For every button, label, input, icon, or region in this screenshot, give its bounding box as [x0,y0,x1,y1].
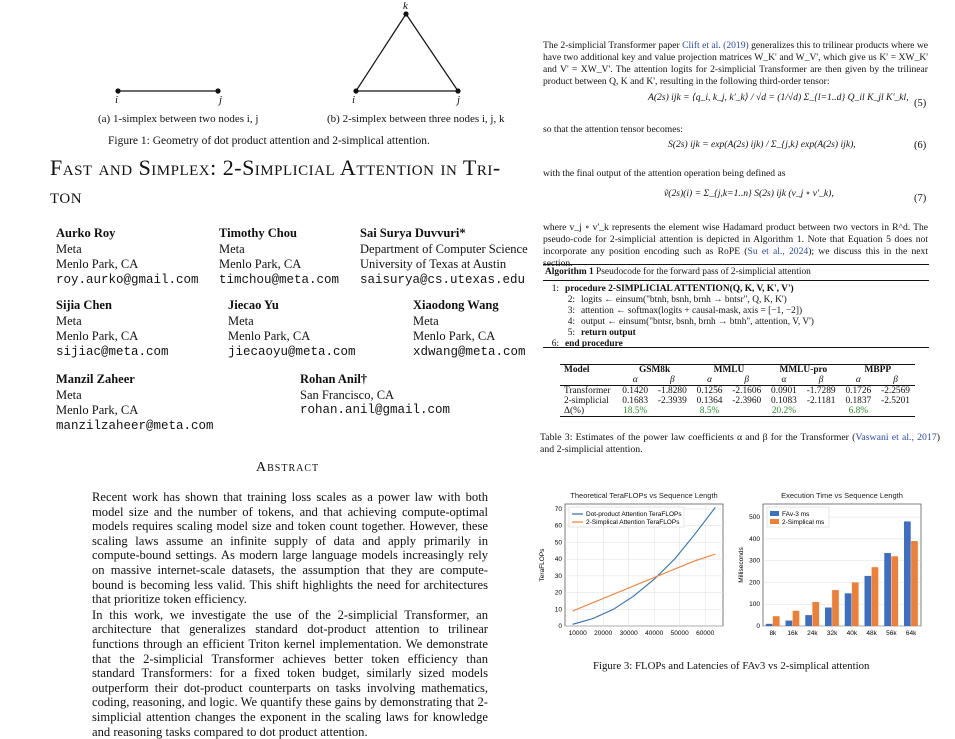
y-tick-label: 30 [555,573,563,580]
label-i: i [352,94,355,106]
bar-simplical [793,611,800,626]
figure-1 [80,0,510,150]
author-affiliation: Meta [56,242,199,258]
x-tick-label: 56k [886,630,897,637]
x-tick-label: 8k [769,630,777,637]
algorithm-line: 5: return output [543,328,929,339]
author-location: University of Texas at Austin [360,257,528,273]
sub-header: β [802,375,841,386]
y-tick-label: 20 [555,590,563,597]
x-tick-label: 30000 [620,630,638,637]
subcaption-a: (a) 1-simplex between two nodes i, j [98,113,258,125]
algorithm-line: 1: procedure 2-SIMPLICIAL ATTENTION(Q, K, V, K', V') [543,284,929,295]
y-tick-label: 100 [749,601,760,608]
y-tick-label: 10 [555,606,563,613]
author-card [56,298,169,360]
author-name: Timothy Chou [219,226,339,242]
y-tick-label: 400 [749,536,760,543]
sub-header: α [617,375,653,386]
table-header-row [560,365,915,376]
sub-header: α [841,375,877,386]
teraflops-line-chart [535,488,730,646]
author-name: Rohan Anil† [300,372,450,388]
equation-5-body: A(2s) ijk = ⟨q_i, k_j, k'_k⟩ / √d = (1/√d) Σ_{l=1..d} Q_il K_jl K'_kl, [648,92,909,103]
y-tick-label: 0 [558,623,562,630]
author-affiliation: Meta [413,314,526,330]
algorithm-line: 2: logits ← einsum("btnh, bsnh, brnh → bntsr", Q, K, K') [543,295,929,306]
bar-fav3 [845,593,852,626]
author-card [228,298,356,360]
node-k [403,11,408,16]
abstract-body [92,490,488,739]
subcaption-b: (b) 2-simplex between three nodes i, j, k [327,113,504,125]
bar-simplical [911,541,918,626]
author-card [360,226,528,288]
algorithm-line: 4: output ← einsum("bntsr, bsnh, brnh → btnh", attention, V, V') [543,317,929,328]
edge-kj [406,14,458,91]
bar-fav3 [865,576,872,626]
equation-5 [648,92,933,103]
execution-time-bar-chart [735,488,925,646]
author-name: Aurko Roy [56,226,199,242]
citation-clift[interactable]: Clift et al. (2019) [682,40,749,51]
author-name: Sijia Chen [56,298,169,314]
author-location: Menlo Park, CA [56,329,169,345]
where-text-a: where v_j ∘ v'_k represents the element wise Hadamard product between two vectors in R^d. The pseudo-code for 2-simplicial attention is depicted in Algorithm 1. Note that Equation 5 does not incorporate any position encoding such as RoPE ( [543,222,928,257]
x-tick-label: 40k [847,630,858,637]
author-email[interactable]: manzilzaheer@meta.com [56,419,214,435]
node-i-left [115,88,120,93]
y-tick-label: 300 [749,558,760,565]
author-location: Menlo Park, CA [228,329,356,345]
x-tick-label: 10000 [569,630,587,637]
algorithm-lines [543,281,929,350]
bar-simplical [773,616,780,626]
y-tick-label: 500 [749,514,760,521]
author-card [56,226,199,288]
author-card [413,298,526,360]
x-tick-label: 24k [807,630,818,637]
column-header: MBPP [841,365,915,376]
node-j-left [215,88,220,93]
sub-header: β [653,375,692,386]
author-name: Xiaodong Wang [413,298,526,314]
legend-swatch [770,519,779,524]
final-output-text: with the final output of the attention operation being defined as [543,168,785,180]
title-line-1: Fast and Simplex: 2-Simplicial Attention in Tri- [50,154,545,182]
legend-label: 2-Simplical Attention TeraFLOPs [586,519,680,526]
table-row: 2-simplicial 0.1683 -2.3939 0.1364 -2.3960 0.1083 -2.1181 0.1837 -2.5201 [560,396,915,406]
x-tick-label: 20000 [594,630,612,637]
equation-6-number: (6) [914,140,926,151]
bar-fav3 [884,553,891,626]
table-subheader-row [560,375,915,386]
bar-simplical [832,590,839,626]
y-tick-label: 200 [749,579,760,586]
figure-3-caption: Figure 3: FLOPs and Latencies of FAv3 vs 2-simplical attention [593,660,869,672]
sub-header: β [876,375,915,386]
table-row-delta: Δ(%) 18.5% 8.5% 20.2% 6.8% [560,406,915,417]
author-email[interactable]: saisurya@cs.utexas.edu [360,273,528,289]
equation-5-number: (5) [914,98,926,109]
author-email[interactable]: jiecaoyu@meta.com [228,345,356,361]
citation-su[interactable]: Su et al., 2024 [748,246,809,257]
x-tick-label: 40000 [645,630,663,637]
intro-text-a: The 2-simplicial Transformer paper [543,40,682,51]
label-j: j [457,94,460,106]
y-tick-label: 60 [555,523,563,530]
legend-label: FAv-3 ms [782,511,810,518]
edge-ki [356,14,406,91]
author-affiliation: San Francisco, CA [300,388,450,404]
column-header: Model [560,365,617,376]
y-tick-label: 40 [555,556,563,563]
column-header: MMLU-pro [766,365,840,376]
intro-text-b: generalizes this to trilinear products where we have two additional key and value projection matrices W_K' and W_V', which give us K' = XW_K' and V' = XW_V'. The attention logits for 2-simplicial Transformer are then given by the trilinear product between Q, K and K', resulting in the following third-order tensor: [543,40,928,87]
author-affiliation: Meta [219,242,339,258]
bar-fav3 [786,621,793,626]
x-tick-label: 32k [827,630,838,637]
author-location: Menlo Park, CA [56,403,214,419]
node-i [353,88,358,93]
legend-label: Dot-product Attention TeraFLOPs [586,511,682,518]
figure-1-caption: Figure 1: Geometry of dot product attention and 2-simplical attention. [108,135,430,147]
y-axis-label: Milliseconds [738,547,745,583]
node-j [455,88,460,93]
where-text-b: ); we discuss this in the next section. [543,246,928,269]
author-affiliation: Meta [228,314,356,330]
x-tick-label: 50000 [671,630,689,637]
chart-title: Execution Time vs Sequence Length [781,491,903,500]
x-tick-label: 48k [866,630,877,637]
equation-6: S(2s) ijk = exp(A(2s) ijk) / Σ_{j,k} exp(A(2s) ijk), [668,139,856,150]
series-line-2 [573,554,716,611]
label-j-left: j [219,94,222,106]
author-card [56,372,214,434]
label-i-left: i [115,94,118,106]
legend-label: 2-Simplical ms [782,519,825,526]
y-tick-label: 50 [555,539,563,546]
sub-header: β [727,375,766,386]
author-email[interactable]: timchou@meta.com [219,273,339,289]
column-header: MMLU [692,365,766,376]
algorithm-line: 3: attention ← softmax(logits + causal-mask, axis = [−1, −2]) [543,306,929,317]
bar-fav3 [825,607,832,626]
y-axis-label: TeraFLOPs [539,548,546,582]
bar-simplical [812,602,819,626]
author-affiliation: Meta [56,388,214,404]
intro-paragraph [543,40,928,88]
table-3-caption: Table 3: Estimates of the power law coefficients α and β for the Transformer (Vaswani et al., 2017) and 2-simplicial attention. [540,432,940,456]
y-tick-label: 70 [555,506,563,513]
where-paragraph [543,222,928,270]
legend-swatch [770,511,779,516]
equation-7-number: (7) [914,193,926,204]
sub-header: α [692,375,728,386]
author-email[interactable]: rohan.anil@gmail.com [300,403,450,419]
so-that-text: so that the attention tensor becomes: [543,124,683,136]
bar-simplical [872,567,879,626]
algorithm-1 [543,264,929,348]
author-location: Menlo Park, CA [413,329,526,345]
algorithm-line: 6: end procedure [543,339,929,350]
author-card [300,372,450,419]
column-header: GSM8k [617,365,691,376]
author-email[interactable]: roy.aurko@gmail.com [56,273,199,289]
table-3 [560,364,915,417]
author-email[interactable]: xdwang@meta.com [413,345,526,361]
title-line-2: ton [50,182,545,210]
author-affiliation: Department of Computer Science [360,242,528,258]
author-card [219,226,339,288]
author-email[interactable]: sijiac@meta.com [56,345,169,361]
bar-simplical [852,582,859,626]
bar-simplical [891,556,898,626]
algorithm-title-text: Pseudocode for the forward pass of 2-simplicial attention [594,267,811,277]
chart-title: Theoretical TeraFLOPs vs Sequence Length [570,491,717,500]
bar-fav3 [766,624,773,626]
paper-title [50,154,545,210]
x-tick-label: 64k [906,630,917,637]
algorithm-title [543,265,929,281]
abstract-paragraph-2: In this work, we investigate the use of the 2-simplicial Transformer, an architecture that generalizes standard dot-product attention to trilinear functions through an efficient Triton kernel implementation. We demonstrate that the 2-simplicial Transformer achieves better token efficiency than standard Transformers: for a fixed token budget, similarly sized models outperform their dot-product counterparts on tasks involving mathematics, coding, reasoning, and logic. We quantify these gains by demonstrating that 2-simplicial attention changes the exponent in the scaling laws for knowledge and reasoning tasks compared to dot product attention. [92,608,488,739]
author-location: Menlo Park, CA [56,257,199,273]
author-location: Menlo Park, CA [219,257,339,273]
author-name: Jiecao Yu [228,298,356,314]
simplex-diagram [80,0,510,110]
abstract-paragraph-1: Recent work has shown that training loss scales as a power law with both model size and the number of tokens, and that achieving compute-optimal models requires scaling model size and token count together. However, these scaling laws assume an infinite supply of data and apply primarily in compute-bound settings. As modern large language models increasingly rely on massive internet-scale datasets, the assumption that they are compute-bound is becoming less valid. This shift highlights the need for architectures that prioritize token efficiency. [92,490,488,607]
label-k: k [403,0,408,12]
x-tick-label: 60000 [696,630,714,637]
x-tick-label: 16k [787,630,798,637]
y-tick-label: 0 [756,623,760,630]
bar-fav3 [904,521,911,626]
author-name: Manzil Zaheer [56,372,214,388]
author-affiliation: Meta [56,314,169,330]
equation-7: ṽ(2s)(i) = Σ_{j,k=1..n} S(2s) ijk (v_j ∘ v'_k), [664,188,834,199]
table-row: Transformer 0.1420 -1.8280 0.1256 -2.1606 0.0901 -1.7289 0.1726 -2.2569 [560,386,915,397]
author-name: Sai Surya Duvvuri* [360,226,528,242]
citation-vaswani[interactable]: Vaswani et al., 2017 [855,432,936,443]
abstract-heading: Abstract [256,460,319,476]
sub-header: α [766,375,802,386]
bar-fav3 [805,615,812,626]
algorithm-label: Algorithm 1 [545,267,594,277]
